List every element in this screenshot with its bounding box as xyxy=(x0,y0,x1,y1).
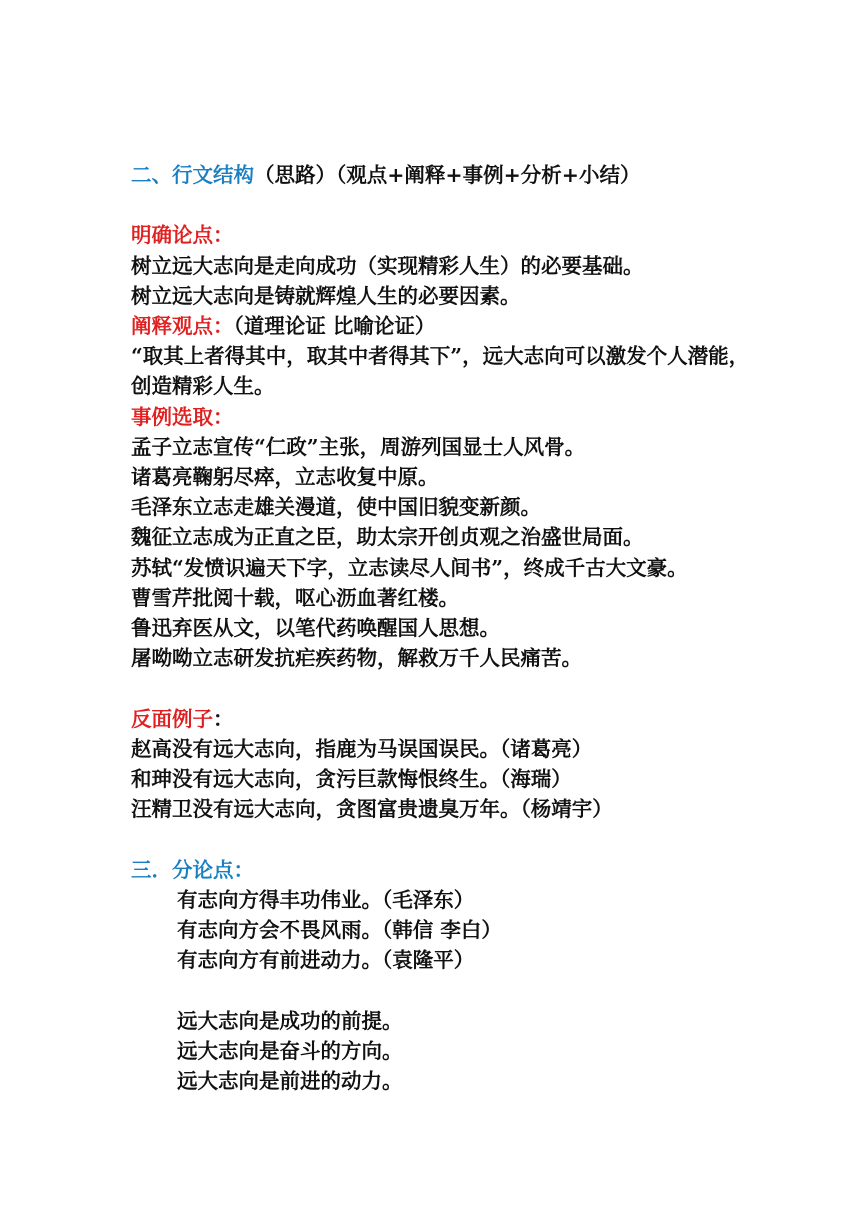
spacer xyxy=(131,824,751,854)
examples-label: 事例选取： xyxy=(131,404,234,429)
sub-point-line: 远大志向是前进的动力。 xyxy=(177,1069,403,1094)
sub-point-line: 有志向方得丰功伟业。（毛泽东） xyxy=(177,887,475,912)
document-body xyxy=(131,160,751,1096)
explain-method: （道理论证 比喻论证） xyxy=(233,314,436,338)
explain-heading xyxy=(131,311,751,341)
spacer xyxy=(131,975,751,1005)
section2-heading-structure: （思路）（观点+阐释+事例+分析+小结） xyxy=(254,163,641,187)
sub-point-line: 有志向方有前进动力。（袁隆平） xyxy=(177,948,475,973)
counter-line: 赵高没有远大志向，指鹿为马误国误民。（诸葛亮） xyxy=(131,736,593,761)
counter-heading xyxy=(131,704,751,734)
explain-label: 阐释观点： xyxy=(131,314,234,338)
section3-heading: 三．分论点： xyxy=(131,857,254,882)
thesis-line: 树立远大志向是走向成功（实现精彩人生）的必要基础。 xyxy=(131,253,644,278)
sub-point-line: 有志向方会不畏风雨。（韩信 李白） xyxy=(177,918,502,943)
example-line: 毛泽东立志走雄关漫道，使中国旧貌变新颜。 xyxy=(131,495,541,520)
example-line: 屠呦呦立志研发抗疟疾药物，解救万千人民痛苦。 xyxy=(131,646,582,671)
spacer xyxy=(131,190,751,220)
example-line: 诸葛亮鞠躬尽瘁，立志收复中原。 xyxy=(131,465,439,490)
thesis-label: 明确论点： xyxy=(131,223,234,248)
section2-heading xyxy=(131,160,751,190)
example-line: 曹雪芹批阅十载，呕心沥血著红楼。 xyxy=(131,585,459,610)
section2-heading-title: 二、行文结构 xyxy=(131,163,254,187)
counter-label: 反面例子 xyxy=(131,706,213,731)
spacer xyxy=(131,673,751,703)
counter-colon: ： xyxy=(213,706,234,731)
counter-line: 汪精卫没有远大志向，贪图富贵遗臭万年。（杨靖宇） xyxy=(131,797,613,822)
example-line: 魏征立志成为正直之臣，助太宗开创贞观之治盛世局面。 xyxy=(131,525,644,550)
example-line: 鲁迅弃医从文，以笔代药唤醒国人思想。 xyxy=(131,616,500,641)
thesis-line: 树立远大志向是铸就辉煌人生的必要因素。 xyxy=(131,283,521,308)
example-line: 孟子立志宣传“仁政”主张，周游列国显士人风骨。 xyxy=(131,434,586,459)
sub-point-line: 远大志向是奋斗的方向。 xyxy=(177,1038,403,1063)
explain-text: “取其上者得其中，取其中者得其下”，远大志向可以激发个人潜能，创造精彩人生。 xyxy=(131,344,750,399)
example-line: 苏轼“发愤识遍天下字，立志读尽人间书”，终成千古大文豪。 xyxy=(131,555,688,580)
counter-line: 和珅没有远大志向，贪污巨款悔恨终生。（海瑞） xyxy=(131,767,572,792)
sub-point-line: 远大志向是成功的前提。 xyxy=(177,1008,403,1033)
